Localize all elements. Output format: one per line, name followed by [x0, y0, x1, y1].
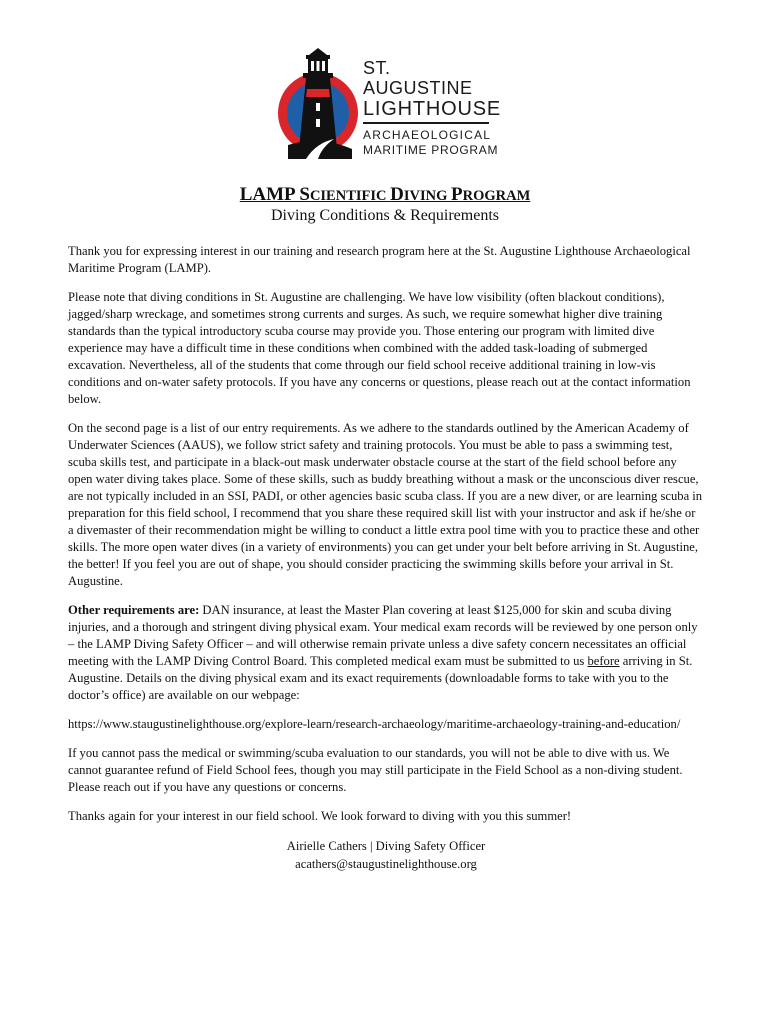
lighthouse-logo-icon [276, 47, 362, 165]
signature-block [68, 837, 704, 873]
other-requirements-label: Other requirements are: [68, 603, 200, 617]
logo-line-3: ARCHAEOLOGICAL [363, 128, 492, 142]
signature-email[interactable]: acathers@staugustinelighthouse.org [295, 857, 477, 871]
paragraph-thanks: Thanks again for your interest in our field school. We look forward to diving with you this summer! [68, 809, 572, 823]
paragraph-entry-requirements: On the second page is a list of our entry requirements. As we adhere to the standards outlined by the American Academy of Underwater Sciences (AAUS), we follow strict safety and training protocols. You must be able to pass a swimming test, scuba skills test, and participate in a black-out mask underwater obstacle course at the start of the field school before any open water diving takes place. Some of these skills, such as buddy breathing without a mask or the unconscious diver rescue, are not typically included in an SSI, PADI, or other agencies basic scuba class. If you are a new diver, or are learning scuba in preparation for this field school, I recommend that you share these required skill list with your instructor and ask if he/she or a divemaster of their recommendation might be willing to conduct a little extra pool time with you to practice these and other skills. The more open water dives (in a variety of environments) you can get under your belt before arriving in St. Augustine, the better! If you feel you are out of shape, you should consider practicing the swimming skills before your arrival in St. Augustine. [68, 421, 703, 588]
title-part: CIENTIFIC [309, 188, 391, 204]
signature-name: Airielle Cathers | Diving Safety Officer [286, 839, 486, 853]
paragraph-intro: Thank you for expressing interest in our training and research program here at the St. Augustine Lighthouse Archaeological Maritime Program (LAMP). [68, 244, 691, 275]
logo-line-4: MARITIME PROGRAM [363, 143, 499, 157]
other-requirements-text: arriving in St. Augustine. Details on the diving physical exam and its exact requirements (downloadable forms to take with you to the doctor’s office) are available on our webpage: [68, 654, 693, 702]
logo-line-2: LIGHTHOUSE [363, 98, 502, 120]
before-emphasis: before [587, 654, 620, 668]
logo-line-1: ST. AUGUSTINE [363, 58, 473, 98]
title-part: D [390, 184, 404, 205]
page-title [0, 184, 770, 206]
letter-body [68, 243, 704, 873]
paragraph-other-requirements [68, 602, 704, 704]
webpage-link[interactable]: https://www.staugustinelighthouse.org/explore-learn/research-archaeology/maritime-archaeology-training-and-education/ [68, 717, 681, 731]
page-subtitle: Diving Conditions & Requirements [271, 207, 499, 224]
title-part: IVING [403, 188, 451, 204]
logo-wordmark [363, 58, 501, 158]
lamp-logo [276, 47, 502, 165]
other-requirements-text: DAN insurance, at least the Master Plan covering at least $125,000 for skin and scuba diving injuries, and a thorough and stringent diving physical exam. Your medical exam records will be reviewed by one person only – the LAMP Diving Safety Officer – and will otherwise remain private unless a dive safety concern necessitates an official meeting with the LAMP Diving Control Board. This completed medical exam must be submitted to us [68, 603, 698, 668]
paragraph-evaluation: If you cannot pass the medical or swimming/scuba evaluation to our standards, you will not be able to dive with us. We cannot guarantee refund of Field School fees, though you may still participate in the Field School as a non-diving student. Please reach out if you have any questions or concerns. [68, 746, 683, 794]
title-part: P [450, 184, 463, 205]
logo-divider [363, 122, 489, 124]
title-part: ROGRAM [462, 188, 531, 204]
title-part: LAMP S [239, 184, 310, 205]
paragraph-conditions: Please note that diving conditions in St. Augustine are challenging. We have low visibility (often blackout conditions), jagged/sharp wreckage, and sometimes strong currents and surges. As such, we require somewhat higher dive training standards than the typical introductory scuba course may provide you. Those entering our program with limited dive experience may have a difficult time in these conditions when combined with the added task-loading of submerged excavation. Nevertheless, all of the students that come through our field school receive additional training in low-vis conditions and on-water safety protocols. If you have any concerns or questions, please reach out at the contact information below. [68, 290, 691, 406]
